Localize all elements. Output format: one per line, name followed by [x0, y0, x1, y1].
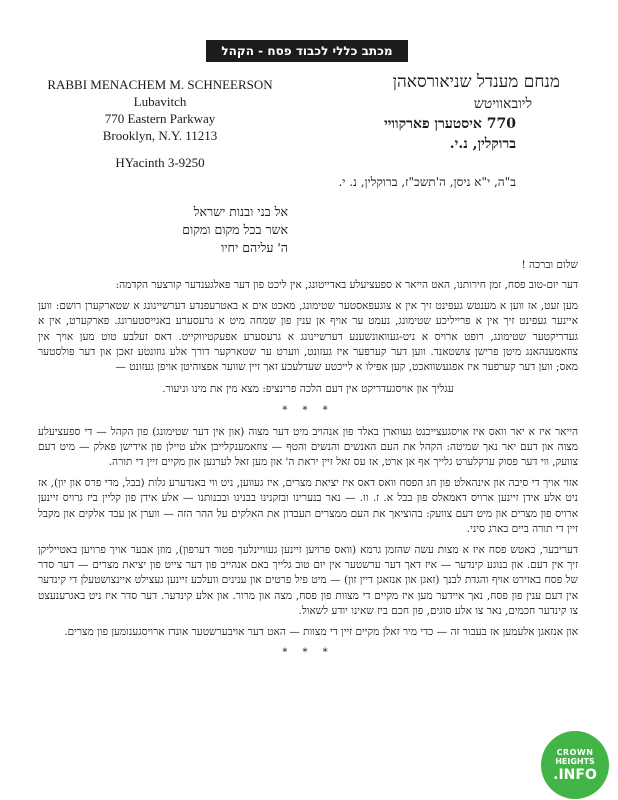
addressee-block — [182, 203, 288, 257]
place-english: Lubavitch — [133, 94, 187, 109]
street-english: 770 Eastern Parkway — [104, 111, 216, 126]
street-hebrew: 770 איסטערן פארקוויי — [384, 116, 516, 132]
paragraph: דעריבער, כאטש פסח איז א מצות עשה שהזמן גרמא (וואס פרויען זיינען געוויינלעך פטור דערפון), מוזן אבער אויך פרויען באטייליקן זיך אין דעם. און בנוגע קינדער — איז דאך דער ערשטער אין יום טוב גלייך באם אנהייב פון דער צייט פון יציאת מצרים — דער סדר של פסח באזירט אויף והגדת לבנך (זאגן און אנזאגן דיין זון) — מיט פיל פרטים און ענינים וועלכע זיינען געצילט איינצושטעלן די קינדער אין דעם ענין פון פסח, נאך איידער מען איז מקיים די מצוות פון פסח, מצה און מרור. און אלע קינדער. דער סדר איז ניט באגרענעצט צו קינדער חכמים, נאר צו אלע סוגים, פון חכם ביז שאינו יודע לשאול. — [38, 543, 578, 618]
city-hebrew: ברוקלין, נ.י. — [449, 136, 516, 152]
letterhead-hebrew — [310, 70, 560, 154]
logo-line: .INFO — [553, 767, 597, 783]
paragraph: און אנזאגן אלעמען אז בעבור זה — כדי מיר זאלן מקיים זיין די מצוות — האט דער אויבערשטער אונדז ארויסגענומען פון מצרים. — [64, 625, 578, 638]
letter-body — [38, 258, 578, 666]
addressee-line: אל בני ובנות ישראל — [193, 204, 288, 219]
paragraph: מען זעט, אז ווען א מענטש געפינט זיך אין א צוגעפאסטער שטימונג, מאכט אים א באטרעפנדע דערשיינונג א שטארקערן רושם: ווען איינער געפינט זיך אין א פרייליכע שטימונג, נעמט ער אויף אן ענין פון שמחה מיט א גרעסערע באגייסטערונג. פארקערט, אין א געדריקטער שטימונג, רופט ארויס א ניט-געוואונשענע דערשיינונג א גרעסערע אפעקטיווקייט. דאס זעלבע טוט מען אויך אין צוזאמענהאנג מיטן פרישן צושטאנד. ווען דער קערפער איז געזונט, ווערט ער שטארקער דורך אלע גוזונטע זאכן און דער פולסטער מאס; ווען דער קערפער איז אפגעשוואכט, קען אפילו א לייכטע שעדלעכע זאך זיין שווער אפצוהיטן אויפן געזונט — — [38, 299, 578, 374]
addressee-line: ה' עליהם יחיו — [221, 240, 288, 255]
section-divider: * * * — [282, 405, 334, 417]
greeting: שלום וברכה ! — [521, 259, 578, 271]
paragraph: דער יום-טוב פסח, זמן חירותנו, האט הייאר א ספעציעלע באדייטונג, אין ליכט פון דער פאלגענדער קורצער הקדמה: — [115, 279, 578, 292]
crownheights-logo — [541, 731, 609, 799]
logo-line: CROWN — [556, 748, 594, 757]
rabbi-name-english: RABBI MENACHEM M. SCHNEERSON — [47, 77, 273, 92]
paragraph: הייאר איז א יאר וואס איז אויסגעצייכנט געווארן באלד פון אנהויב מיט דער מצוה (און אין דער שטימונג) פון הקהל — די ספעציעלע מצוה און דעם יאר נאך שמיטה: הקהל את העם האנשים והנשים והטף — צוזאמענקלייבן אלע טיילן פון אידישן פאלק — מיט דעם צוועק, ווי דער פסוק ערקלערט גלייך אף אן ארט, אז עס זאל זיין יראת ה' און מען זאל לערנען און מקיים זיין די תורה. — [38, 425, 578, 469]
rabbi-name-hebrew: מנחם מענדל שניאורסאהן — [392, 72, 560, 92]
section-divider: * * * — [282, 646, 334, 658]
phone-number: HYacinth 3-9250 — [115, 155, 205, 170]
city-english: Brooklyn, N.Y. 11213 — [102, 128, 218, 143]
dateline: ב"ה, י"א ניסן, ה'תשכ"ז, ברוקלין, נ. י. — [338, 175, 516, 189]
logo-line: HEIGHTS — [555, 757, 595, 766]
paragraph: אזוי אויך די סיבה און אינהאלט פון חג הפסח וואס דאס איז יציאת מצרים, איז געווען, ניט ווי באנדערע גלות (בבל, מדי פרס און יון), אז ניט אלע אידן זיינען ארויס דאמאלס פון בבל א. ז. וו. — נאר בנערינו ובזקנינו בבנינו ובבנותנו — אלע אידן פון קליין ביז גרויס זיינען ארויס פון מצרים און מיט דעם צוועק: בהוציאך את העם ממצרים תעבדון את האלקים על ההר הזה — ווערן אן עבד אלקים און מקבל זיין די תורה ביים בארג סיני. — [38, 476, 578, 536]
place-hebrew: ליובאוויטש — [473, 96, 532, 112]
letterhead-english — [40, 76, 280, 171]
letter-title-banner: מכתב כללי לכבוד פסח - הקהל — [206, 40, 408, 62]
paragraph: עגליך און אויסגעדריקט אין דעם הלכה פרינציפ: מצא מין את מינו וניעור. — [162, 382, 454, 395]
addressee-line: אשר בכל מקום ומקום — [182, 222, 288, 237]
